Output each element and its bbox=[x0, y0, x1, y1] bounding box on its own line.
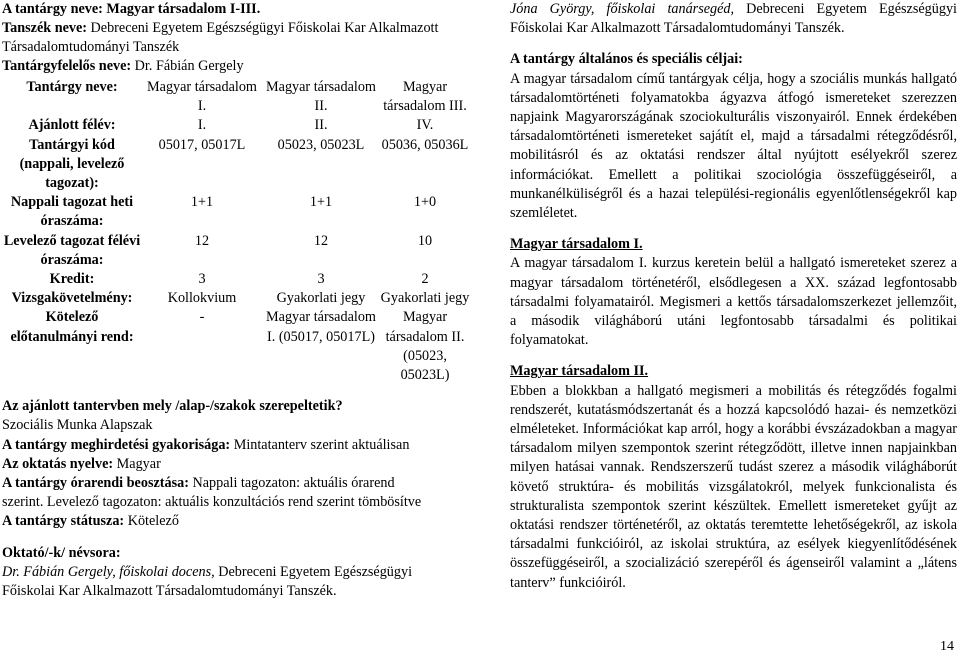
responsible-line bbox=[2, 57, 472, 76]
schedule-label: A tantárgy órarendi beosztása: bbox=[2, 475, 189, 492]
info-cell-course-3: 05036, 05036L bbox=[381, 136, 469, 153]
info-row-label: Nappali tagozat heti óraszáma: bbox=[10, 194, 134, 230]
info-row bbox=[2, 270, 470, 289]
info-row bbox=[2, 136, 470, 194]
schedule-line-2: szerint. Levelező tagozaton: aktuális konzultációs rend szerint tömbösítve bbox=[2, 494, 422, 511]
department-label: Tanszék neve: bbox=[2, 20, 87, 36]
info-cell-course-2: Gyakorlati jegy bbox=[276, 290, 366, 307]
responsible-value: Dr. Fábián Gergely bbox=[134, 58, 244, 74]
info-cell-course-2: II. bbox=[314, 117, 328, 134]
second-teacher-name: Jóna György, főiskolai tanársegéd, bbox=[510, 1, 735, 17]
info-cell-course-2: Magyar társadalom II. bbox=[266, 79, 376, 115]
right-column bbox=[510, 0, 957, 593]
info-cell-course-3: 2 bbox=[421, 271, 429, 288]
info-row bbox=[2, 78, 470, 116]
goals-title: A tantárgy általános és speciális céljai: bbox=[510, 51, 743, 68]
curriculum-answer: Szociális Munka Alapszak bbox=[2, 417, 153, 434]
info-cell-course-3: 1+0 bbox=[413, 194, 437, 211]
section-1-text: A magyar társadalom I. kurzus keretein belül a hallgató ismereteket szerez a magyar társadalom történetéről, elsődlegesen a XX. század legfontosabb társadalmi folyamatairól. Megismeri a kettős társadalomszerkezet jellemzőit, a második világháború utáni legfontosabb társadalmi és politikai folyamatokat. bbox=[510, 255, 957, 349]
goals-text: A magyar társadalom című tantárgyak célja, hogy a szociális munkás hallgató társadalomtörténeti folyamatokba ágyazva átfogó ismereteket szerezzen napjaink Magyarországának szociokulturális viszonyairól. Ennek érdekében társadalomtörténeti ismereteket sajátít el, majd a társadalmi rétegződésről, mobilitásról és az oktatási rendszer által nyújtott esélyekről szerez információkat. Emellett a politikai szociológia összefüggéseiről, a munkanélküliségről és a hazai települési-regionális egyenlőtlenségekről kap szemléletet. bbox=[510, 70, 957, 222]
subject-name-value: Magyar társadalom I-III. bbox=[106, 1, 261, 17]
info-cell-course-2: 12 bbox=[313, 232, 329, 249]
info-row bbox=[2, 116, 470, 135]
info-row-label: Levelező tagozat félévi óraszáma: bbox=[3, 232, 141, 268]
frequency-line bbox=[2, 436, 472, 455]
info-row bbox=[2, 232, 470, 270]
info-cell-course-1: 05017, 05017L bbox=[158, 136, 246, 153]
course-info-table bbox=[2, 78, 470, 385]
frequency-label: A tantárgy meghirdetési gyakorisága: bbox=[2, 436, 231, 453]
teacher-name: Dr. Fábián Gergely, főiskolai docens, bbox=[2, 563, 215, 580]
info-cell-course-2: Magyar társadalom I. (05017, 05017L) bbox=[266, 309, 376, 345]
info-cell-course-1: I. bbox=[197, 117, 207, 134]
info-cell-course-3: Magyar társadalom II. (05023, 05023L) bbox=[385, 309, 465, 384]
info-cell-course-1: 3 bbox=[198, 271, 206, 288]
status-value: Kötelező bbox=[127, 513, 179, 530]
subject-name-line bbox=[2, 0, 472, 19]
status-line bbox=[2, 512, 472, 531]
section-2-title: Magyar társadalom II. bbox=[510, 363, 649, 380]
info-cell-course-1: Kollokvium bbox=[167, 290, 237, 307]
info-row bbox=[2, 289, 470, 308]
language-value: Magyar bbox=[116, 455, 161, 472]
info-cell-course-1: Magyar társadalom I. bbox=[147, 79, 257, 115]
teacher-institution-2: Főiskolai Kar Alkalmazott Társadalomtudományi Tanszék. bbox=[2, 583, 337, 600]
department-value: Debreceni Egyetem Egészségügyi Főiskolai Kar Alkalmazott bbox=[90, 20, 439, 36]
department-line-2: Társadalomtudományi Tanszék bbox=[2, 39, 180, 55]
info-cell-course-1: 12 bbox=[194, 232, 210, 249]
language-label: Az oktatás nyelve: bbox=[2, 455, 114, 472]
frequency-value: Mintatanterv szerint aktuálisan bbox=[233, 436, 410, 453]
info-cell-course-3: Gyakorlati jegy bbox=[380, 290, 470, 307]
teachers-label: Oktató/-k/ névsora: bbox=[2, 544, 121, 561]
second-teacher bbox=[510, 0, 957, 38]
status-label: A tantárgy státusza: bbox=[2, 513, 125, 530]
info-cell-course-2: 1+1 bbox=[309, 194, 333, 211]
info-row-label: Tantárgyi kód (nappali, levelező tagozat): bbox=[19, 136, 125, 192]
info-row-label: Kötelező előtanulmányi rend: bbox=[10, 309, 134, 345]
language-line bbox=[2, 455, 472, 474]
info-row-label: Tantárgy neve: bbox=[26, 79, 118, 95]
info-cell-course-1: 1+1 bbox=[190, 194, 214, 211]
schedule-value: Nappali tagozaton: aktuális órarend bbox=[192, 475, 395, 492]
teacher-line bbox=[2, 563, 472, 582]
info-cell-course-2: 3 bbox=[317, 271, 325, 288]
curriculum-question: Az ajánlott tantervben mely /alap-/szakok szerepeltetik? bbox=[2, 398, 343, 415]
info-row-label: Vizsgakövetelmény: bbox=[11, 290, 133, 307]
info-row bbox=[2, 308, 470, 385]
responsible-label: Tantárgyfelelős neve: bbox=[2, 58, 132, 74]
section-1-title: Magyar társadalom I. bbox=[510, 236, 643, 253]
department-line bbox=[2, 19, 472, 38]
info-row-label: Kredit: bbox=[49, 271, 95, 288]
course-details bbox=[2, 397, 472, 601]
info-cell-course-3: Magyar társadalom III. bbox=[383, 79, 467, 115]
page-number: 14 bbox=[940, 638, 954, 654]
schedule-line bbox=[2, 474, 472, 493]
subject-name-label: A tantárgy neve: bbox=[2, 1, 103, 17]
section-2-text: Ebben a blokkban a hallgató megismeri a mobilitás és rétegződés fogalmi rendszerét, kutatásmódszertanát és a hozzá kapcsolódó hazai- és nemzetközi elméleteket. Információkat kap arról, hogy a korábbi évszázadokban a magyar társadalom milyen szempontok szerint rétegződött, illetve innen napjainkban milyen hatásai vannak. Rendszerszerű tudást szerez a második világháborút követő struktúra- és mobilitás vizsgálatokról, melyek funkcionalista és strukturalista szempontok szerint készültek. Emellett ismereteket gyűjt az oktatási rendszer történetéről, az oktatás teremtette lehetőségekről, az iskola társadalmi funkcióiról, az iskolai struktúra, az esélyek kiegyenlítődésének összefüggéseiről, a szocializáció szerepéről és ágenseiről valamint a „látens tanterv” funkcióiról. bbox=[510, 382, 957, 591]
left-column bbox=[2, 0, 472, 601]
info-row bbox=[2, 193, 470, 231]
info-cell-course-3: IV. bbox=[416, 117, 434, 134]
info-row-label: Ajánlott félév: bbox=[28, 117, 116, 134]
info-cell-course-3: 10 bbox=[417, 232, 433, 249]
second-teacher-institution: Debreceni Egyetem Egészségügyi Főiskolai Kar Alkalmazott Társadalomtudományi Tanszék. bbox=[510, 1, 957, 37]
teacher-institution: Debreceni Egyetem Egészségügyi bbox=[218, 563, 413, 580]
info-cell-course-1: - bbox=[199, 309, 205, 326]
course-header bbox=[2, 0, 472, 76]
info-cell-course-2: 05023, 05023L bbox=[277, 136, 365, 153]
